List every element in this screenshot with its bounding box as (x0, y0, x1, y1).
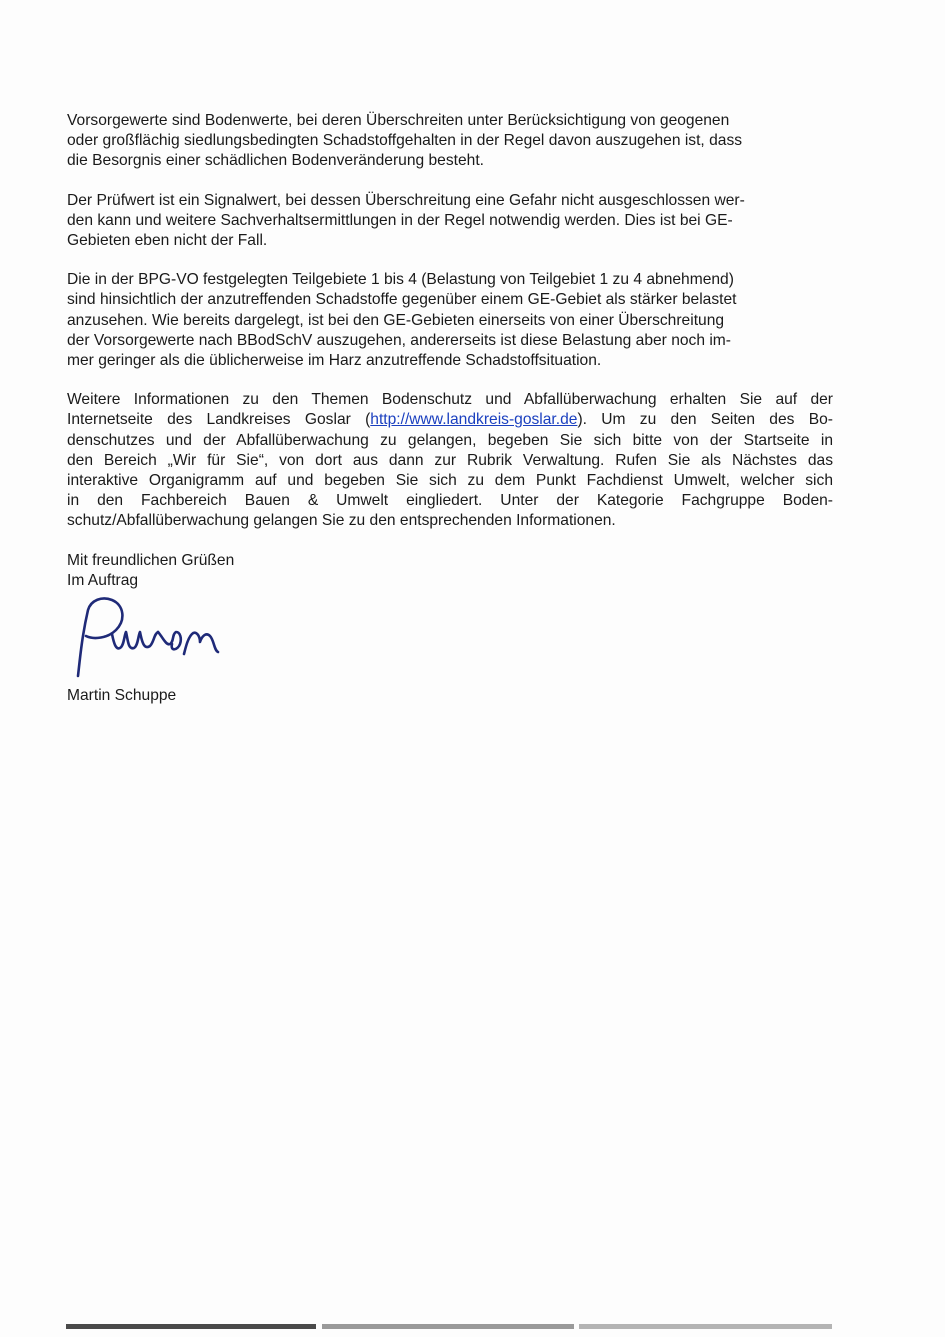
text-line (67, 410, 833, 430)
text-line: denschutzes und der Abfallüberwachung zu gelangen, begeben Sie sich bitte von der Startseite in (67, 431, 833, 449)
closing-greeting: Mit freundlichen Grüßen (67, 551, 235, 569)
text-line: mer geringer als die üblicherweise im Harz anzutreffende Schadstoffsituation. (67, 352, 602, 370)
closing-on-behalf: Im Auftrag (67, 571, 139, 589)
text-segment: ). Um zu den Seiten des Bo- (577, 411, 833, 429)
text-line: in den Fachbereich Bauen & Umwelt eingliedert. Unter der Kategorie Fachgruppe Boden- (67, 492, 833, 510)
paragraph-vorsorgewerte (67, 111, 833, 172)
text-line: der Vorsorgewerte nach BBodSchV auszugehen, andererseits ist diese Belastung aber noch im- (67, 331, 731, 349)
signatory-name: Martin Schuppe (67, 687, 177, 704)
footer-bar-dark (66, 1324, 316, 1329)
text-line: sind hinsichtlich der anzutreffenden Schadstoffe gegenüber einem GE-Gebiet als stärker belastet (67, 291, 737, 309)
footer-divider (66, 1324, 832, 1329)
text-line: den kann und weitere Sachverhaltsermittlungen in der Regel notwendig werden. Dies ist bei GE- (67, 211, 733, 229)
text-line: den Bereich „Wir für Sie“, von dort aus dann zur Rubrik Verwaltung. Rufen Sie als Nächstes das (67, 451, 833, 469)
text-line: schutz/Abfallüberwachung gelangen Sie zu den entsprechenden Informationen. (67, 512, 616, 530)
text-line: Weitere Informationen zu den Themen Bodenschutz und Abfallüberwachung erhalten Sie auf der (67, 391, 833, 409)
text-line: oder großflächig siedlungsbedingten Schadstoffgehalten in der Regel davon auszugehen ist, dass (67, 132, 743, 150)
text-segment: Internetseite des Landkreises Goslar ( (67, 411, 371, 429)
letter-body (67, 111, 833, 591)
text-line: Gebieten eben nicht der Fall. (67, 232, 268, 250)
paragraph-weitere-informationen (67, 390, 833, 531)
text-line: Vorsorgewerte sind Bodenwerte, bei deren Überschreiten unter Berücksichtigung von geogenen (67, 112, 730, 129)
text-line: anzusehen. Wie bereits dargelegt, ist bei den GE-Gebieten einerseits von einer Überschreitung (67, 311, 725, 329)
paragraph-pruefwert (67, 191, 833, 252)
handwritten-signature (66, 592, 226, 680)
text-line: die Besorgnis einer schädlichen Bodenveränderung besteht. (67, 152, 484, 170)
landkreis-website-link[interactable]: http://www.landkreis-goslar.de (370, 411, 578, 429)
text-line: Die in der BPG-VO festgelegten Teilgebiete 1 bis 4 (Belastung von Teilgebiet 1 zu 4 abnehmend) (67, 271, 734, 289)
footer-bar-light (579, 1324, 832, 1329)
text-line: interaktive Organigramm auf und begeben Sie sich zu dem Punkt Fachdienst Umwelt, welcher sich (67, 472, 833, 490)
paragraph-teilgebiete (67, 270, 833, 371)
footer-bar-mid (322, 1324, 574, 1329)
text-line: Der Prüfwert ist ein Signalwert, bei dessen Überschreitung eine Gefahr nicht ausgeschlossen wer- (67, 191, 745, 209)
